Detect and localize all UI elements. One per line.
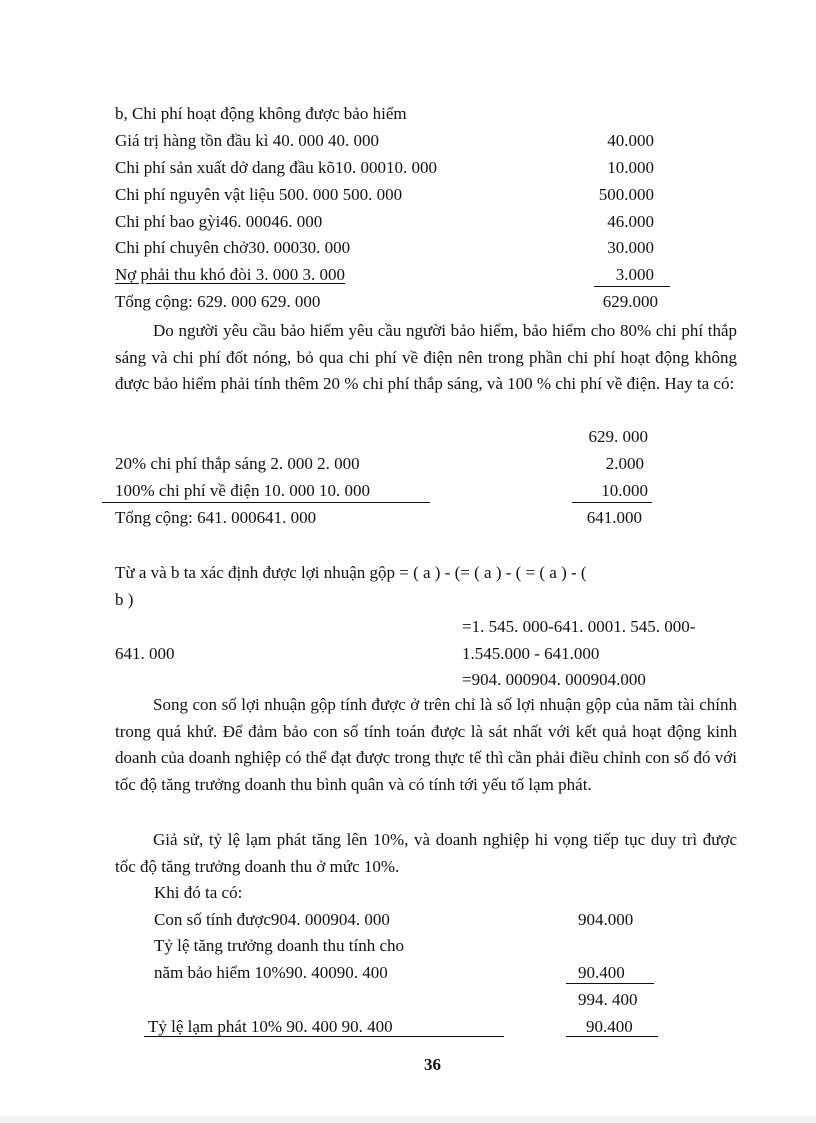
page-number: 36: [424, 1055, 441, 1074]
total-value: 641.000: [586, 508, 642, 527]
total-value: 629.000: [602, 292, 658, 311]
total-label: Tổng cộng: 641. 000641. 000: [115, 508, 317, 527]
final-intro: Khi đó ta có:: [154, 883, 243, 902]
profit-calc: 1.545.000 - 641.000: [462, 644, 600, 663]
expense-row-value: 3.000: [615, 265, 654, 284]
expense-row-label: Nợ phải thu khó đòi 3. 000 3. 000: [115, 265, 345, 284]
final-row-value: 90.400: [578, 963, 625, 982]
sum-rule: [572, 502, 652, 503]
expense-row-label: Chi phí chuyên chở30. 00030. 000: [115, 238, 351, 257]
expense-row-value: 500.000: [598, 185, 654, 204]
final-row-value: 904.000: [578, 910, 634, 929]
expense-row-label: Chi phí bao gỳi46. 00046. 000: [115, 212, 323, 231]
paragraph: Giả sử, tỷ lệ lạm phát tăng lên 10%, và doanh nghiệp hi vọng tiếp tục duy trì được tốc độ tăng trưởng doanh thu ở mức 10%.: [115, 830, 737, 876]
carry-value: 629. 000: [588, 427, 648, 446]
page-bottom-band: [0, 1116, 816, 1123]
adjust-row-label: 20% chi phí thắp sáng 2. 000 2. 000: [115, 454, 360, 473]
final-row-label: Tỷ lệ tăng trưởng doanh thu tính cho: [154, 936, 405, 955]
profit-formula: Từ a và b ta xác định được lợi nhuận gộp = ( a ) - (= ( a ) - ( = ( a ) - (: [115, 563, 587, 582]
adjust-row-value: 10.000: [601, 481, 648, 500]
profit-calc: =1. 545. 000-641. 0001. 545. 000-: [462, 617, 696, 636]
expense-row-label: Giá trị hàng tồn đầu kì 40. 000 40. 000: [115, 131, 379, 150]
expense-row-value: 46.000: [607, 212, 654, 231]
sum-rule: [566, 1036, 658, 1037]
expense-row-label: Chi phí nguyên vật liệu 500. 000 500. 000: [115, 185, 403, 204]
expense-row-value: 30.000: [607, 238, 654, 257]
expense-row-label: Chi phí sản xuất dở dang đầu kõ10. 00010. 000: [115, 158, 438, 177]
adjust-row-value: 2.000: [605, 454, 644, 473]
adjust-row-label: 100% chi phí về điện 10. 000 10. 000: [115, 481, 370, 500]
paragraph: Do người yêu cầu bảo hiểm yêu cầu người bảo hiểm, bảo hiểm cho 80% chi phí thắp sáng và chi phí đốt nóng, bỏ qua chi phí về điện nên trong phần chi phí hoạt động không được bảo hiểm phải tính thêm 20 % chi phí thắp sáng, và 100 % chi phí về điện. Hay ta có:: [115, 321, 737, 393]
profit-formula-cont: b ): [115, 590, 134, 609]
paragraph: Song con số lợi nhuận gộp tính được ở trên chỉ là số lợi nhuận gộp của năm tài chính trong quá khứ. Để đảm bảo con số tính toán được là sát nhất với kết quả hoạt động kinh doanh của doanh nghiệp có thể đạt được trong thực tế thì cần phải điều chỉnh con số đó với tốc độ tăng trưởng doanh thu bình quân và có tính tới yếu tố lạm phát.: [115, 695, 737, 794]
sum-rule: [594, 286, 670, 287]
sum-rule: [566, 983, 654, 984]
expense-row-value: 10.000: [607, 158, 654, 177]
final-row-label: Tỷ lệ lạm phát 10% 90. 400 90. 400: [148, 1017, 393, 1036]
final-row-label: Con số tính được904. 000904. 000: [154, 910, 390, 929]
sum-rule: [144, 1036, 504, 1037]
profit-result: =904. 000904. 000904.000: [462, 670, 646, 689]
expense-row-value: 40.000: [607, 131, 654, 150]
subtotal-value: 994. 400: [578, 990, 638, 1009]
final-row-value: 90.400: [586, 1017, 633, 1036]
profit-calc-left: 641. 000: [115, 644, 175, 663]
final-row-label: năm bảo hiểm 10%90. 40090. 400: [154, 963, 388, 982]
section-b-heading: b, Chi phí hoạt động không được bảo hiểm: [115, 104, 407, 123]
total-label: Tổng cộng: 629. 000 629. 000: [115, 292, 321, 311]
sum-rule: [102, 502, 430, 503]
